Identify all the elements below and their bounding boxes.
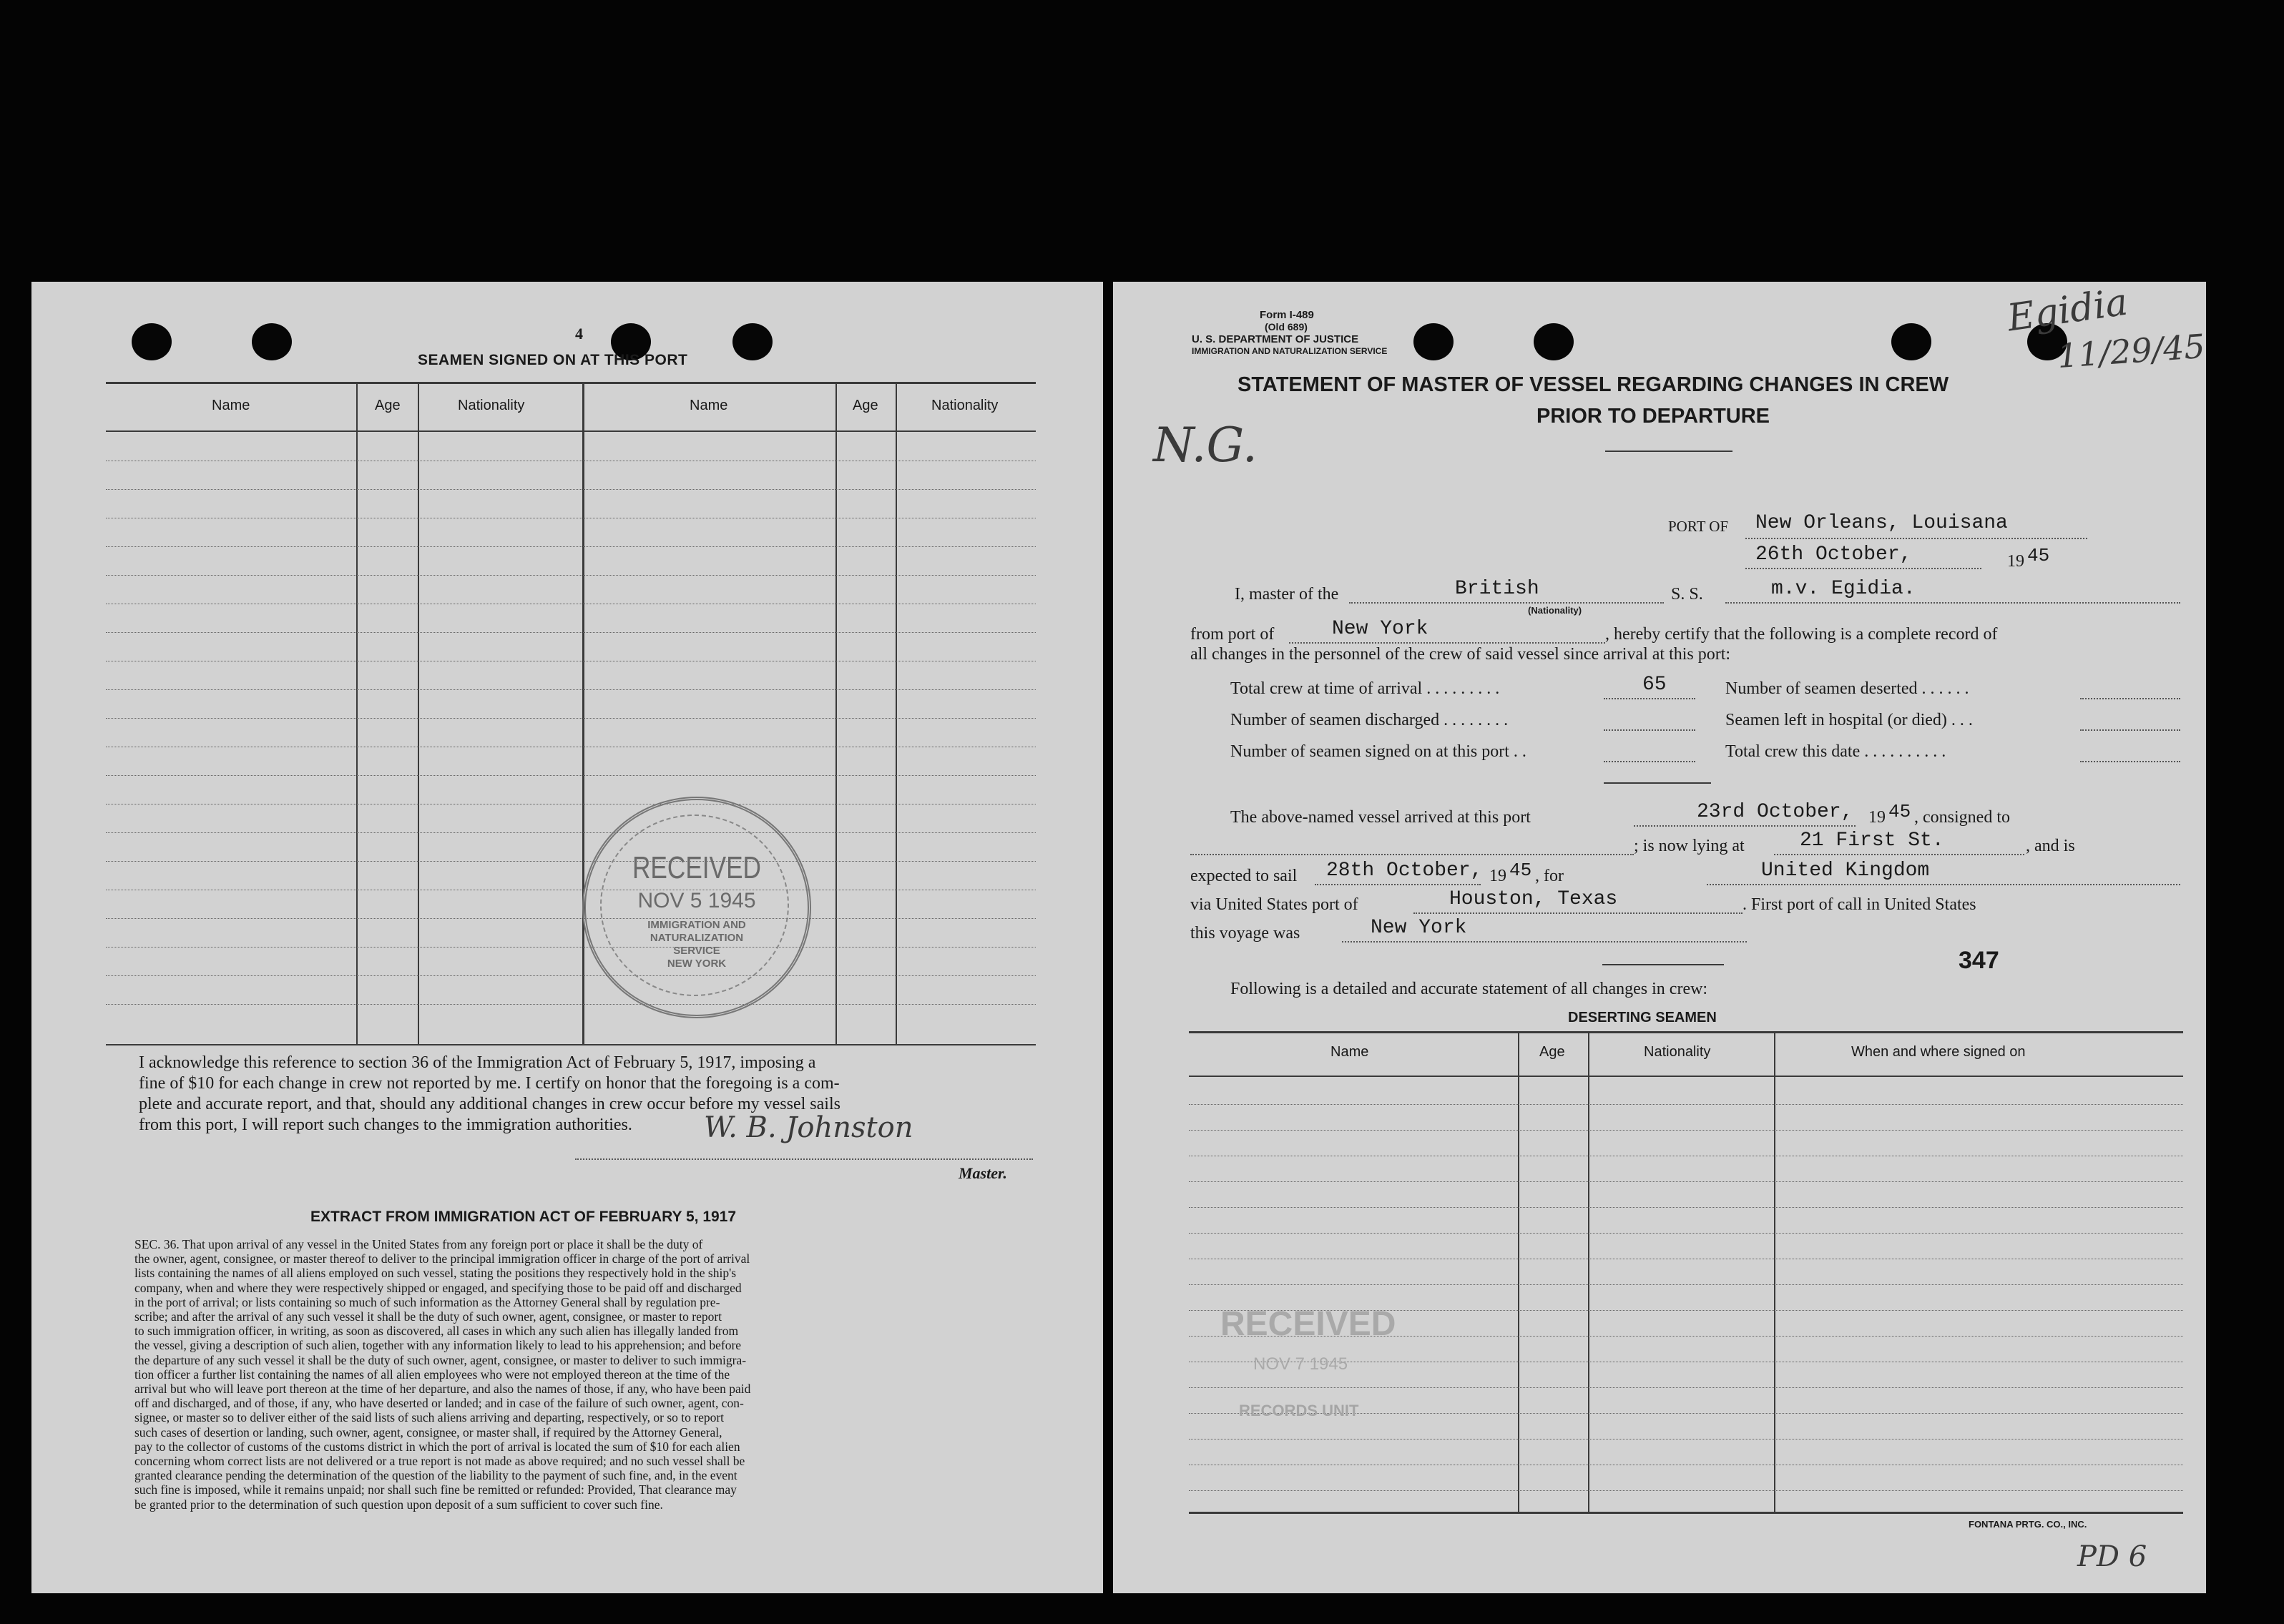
handwritten-initials: N.G. [1153, 418, 1258, 473]
vessel-name: m.v. Egidia. [1771, 578, 1916, 600]
lying-value: 21 First St. [1800, 830, 1944, 852]
extract-line: the departure of any such vessel it shall be the duty of such owner, agent, consignee, or master to deliver to such immigra- [134, 1352, 747, 1367]
column-divider [356, 382, 358, 1045]
nationality-line [1349, 602, 1664, 604]
signature-line [575, 1158, 1033, 1160]
arrived-year-prefix: 19 [1868, 808, 1886, 827]
arrived-text: The above-named vessel arrived at this port [1230, 808, 1531, 827]
column-header-age: Age [375, 398, 401, 413]
stamp-text: NATURALIZATION [650, 932, 744, 944]
table-header-border [1189, 1076, 2183, 1077]
extract-line: arrival but who will leave port thereon at the time of her departure, and also the names of those, if any, who have been paid [134, 1382, 751, 1397]
stamp-text: IMMIGRATION AND [647, 919, 746, 931]
field-line [1707, 884, 2180, 885]
sail-date-value: 28th October, [1326, 860, 1483, 882]
extract-line: such cases of desertion or landing, such owner, agent, consignee, or master shall, if required by the Attorney General, [134, 1424, 722, 1440]
table-row [106, 718, 1036, 719]
lying-text: ; is now lying at [1634, 837, 1745, 855]
arrived-year-value: 45 [1888, 801, 1911, 822]
column-header-nationality: Nationality [1644, 1044, 1711, 1060]
table-row [106, 947, 1036, 948]
title-divider [1605, 451, 1732, 452]
total-arrival-value: 65 [1642, 674, 1667, 696]
port-value: New Orleans, Louisana [1755, 512, 2008, 534]
extract-line: granted clearance pending the determination of the question of the liability to the payment of such fine, and, in the event [134, 1468, 737, 1483]
sail-year-value: 45 [1509, 860, 1532, 881]
department-name: U. S. DEPARTMENT OF JUSTICE [1192, 333, 1359, 345]
extract-line: to such immigration officer, in writing, as soon as discovered, all cases in which any such alien has illegally landed from [134, 1324, 739, 1339]
extract-line: concerning whom correct lists are not delivered or a true report is not made as above required; and no such vessel shall be [134, 1454, 745, 1469]
table-row [106, 546, 1036, 547]
certify-text: , hereby certify that the following is a complete record of [1605, 625, 1998, 644]
extract-line: be granted prior to the determination of such question upon deposit of a sum sufficient to cover such fine. [134, 1497, 663, 1512]
section-divider [1604, 782, 1711, 784]
column-header-name: Name [1330, 1044, 1369, 1060]
year-value: 45 [2027, 545, 2050, 566]
extract-title: EXTRACT FROM IMMIGRATION ACT OF FEBRUARY 5, 1917 [310, 1209, 737, 1225]
column-divider [418, 382, 419, 1045]
voyage-text: this voyage was [1190, 924, 1300, 943]
right-page [1113, 282, 2206, 1593]
vessel-line [1725, 602, 2180, 604]
punch-hole [252, 323, 292, 360]
extract-line: in the port of arrival; or lists containing so much of such information as the Attorney General shall by regulation pre- [134, 1294, 720, 1309]
master-label: Master. [959, 1164, 1007, 1182]
acknowledgement-line: from this port, I will report such changes to the immigration authorities. [139, 1116, 632, 1134]
faded-stamp-date: NOV 7 1945 [1253, 1354, 1348, 1374]
expected-text: expected to sail [1190, 867, 1298, 885]
extract-text [134, 1237, 750, 1512]
for-text: , for [1535, 867, 1564, 885]
column-header-age: Age [1539, 1044, 1565, 1060]
arrived-date-value: 23rd October, [1697, 801, 1853, 823]
total-date-label: Total crew this date . . . . . . . . . . [1725, 742, 1946, 761]
faded-stamp-unit: RECORDS UNIT [1239, 1402, 1359, 1419]
nationality-value: British [1455, 578, 1539, 600]
form-number: Form I-489 [1260, 309, 1314, 321]
column-header-nationality: Nationality [458, 398, 525, 413]
column-header-nationality: Nationality [931, 398, 999, 413]
table-row [106, 918, 1036, 919]
extract-line: the owner, agent, consignee, or master thereof to deliver to the principal immigration officer in charge of the port of arrival [134, 1251, 750, 1266]
hospital-label: Seamen left in hospital (or died) . . . [1725, 711, 1973, 729]
destination-value: United Kingdom [1761, 860, 1930, 882]
column-divider [582, 382, 584, 1045]
signed-on-label: Number of seamen signed on at this port . . [1230, 742, 1526, 761]
discharged-label: Number of seamen discharged . . . . . . . . [1230, 711, 1509, 729]
and-is-text: , and is [2026, 837, 2075, 855]
form-subtitle: PRIOR TO DEPARTURE [1536, 405, 1770, 428]
table-row [1189, 1387, 2183, 1388]
column-divider [896, 382, 897, 1045]
nationality-caption: (Nationality) [1528, 605, 1582, 616]
master-of-label: I, master of the [1235, 585, 1339, 604]
table-top-border [1189, 1031, 2183, 1033]
received-stamp [582, 797, 811, 1018]
date-line [1745, 568, 1981, 569]
field-line [1634, 825, 1856, 827]
section-divider [1602, 964, 1724, 965]
table-row [1189, 1284, 2183, 1285]
table-row [106, 689, 1036, 690]
table-row [1189, 1490, 2183, 1491]
table-row [1189, 1233, 2183, 1234]
punch-hole [1413, 323, 1454, 360]
extract-line: tion officer a further list containing the names of all alien employees who were not employed thereon at the time of the [134, 1367, 730, 1382]
voyage-value: New York [1371, 917, 1467, 939]
acknowledgement-line: I acknowledge this reference to section 36 of the Immigration Act of February 5, 1917, imposing a [139, 1053, 816, 1072]
sail-year-prefix: 19 [1489, 867, 1506, 885]
extract-line: lists containing the names of all aliens employed on such vessel, stating the positions they respectively hold in the ship's [134, 1266, 737, 1281]
extract-line: pay to the collector of customs of the customs district in which the port of arrival is located the sum of $10 for each alien [134, 1439, 740, 1454]
via-text: via United States port of [1190, 895, 1358, 914]
printer-imprint: FONTANA PRTG. CO., INC. [1969, 1519, 2087, 1530]
port-line [1745, 538, 2087, 539]
punch-hole [732, 323, 773, 360]
table-row [106, 632, 1036, 633]
column-header-name: Name [690, 398, 728, 413]
form-title: STATEMENT OF MASTER OF VESSEL REGARDING CHANGES IN CREW [1237, 373, 1949, 396]
form-old-number: (Old 689) [1265, 321, 1308, 333]
date-value: 26th October, [1755, 543, 1912, 566]
stamp-text: SERVICE [673, 945, 720, 957]
table-row [106, 832, 1036, 833]
from-port-line [1289, 642, 1605, 644]
table-row [1189, 1439, 2183, 1440]
handwritten-vessel-name: Egidia [2004, 280, 2131, 340]
handwritten-date: 11/29/45 [2056, 326, 2207, 376]
year-prefix: 19 [2007, 552, 2024, 571]
stamp-date: NOV 5 1945 [637, 889, 756, 912]
consigned-text: , consigned to [1914, 808, 2010, 827]
document-number: 347 [1959, 947, 1999, 974]
field-line [1342, 941, 1747, 943]
field-line [1315, 884, 1481, 885]
column-header-name: Name [212, 398, 250, 413]
extract-line: company, when and where they were respectively shipped or engaged, and specifying those to be paid off and discharged [134, 1280, 742, 1295]
acknowledgement-line: plete and accurate report, and that, should any additional changes in crew occur before my vessel sails [139, 1095, 840, 1113]
punch-hole [1534, 323, 1574, 360]
punch-hole [1891, 323, 1931, 360]
first-call-text: . First port of call in United States [1743, 895, 1976, 914]
table-row [106, 975, 1036, 976]
following-text: Following is a detailed and accurate statement of all changes in crew: [1230, 980, 1708, 998]
field-line [1190, 854, 1634, 855]
left-page [31, 282, 1103, 1593]
field-line [1604, 761, 1695, 762]
extract-line: scribe; and after the arrival of any such vessel it shall be the duty of such owner, agent, consignee, or master to report [134, 1309, 722, 1324]
column-header-age: Age [853, 398, 878, 413]
field-line [1604, 698, 1695, 699]
table-row [106, 775, 1036, 776]
field-line [2080, 698, 2180, 699]
corner-mark: PD 6 [2077, 1540, 2147, 1573]
from-port-label: from port of [1190, 625, 1275, 644]
ss-label: S. S. [1671, 585, 1703, 604]
extract-line: the vessel, giving a description of such alien, together with any information likely to lead to his apprehension; and before [134, 1338, 742, 1353]
table-row [1189, 1181, 2183, 1182]
stamp-text: NEW YORK [667, 958, 727, 970]
extract-line: off and discharged, and of those, if any, who have deserted or landed; and in case of the failure of such owner, agent, con- [134, 1396, 744, 1411]
stamp-received-label: RECEIVED [632, 850, 761, 885]
section-title: SEAMEN SIGNED ON AT THIS PORT [418, 352, 688, 368]
field-line [1604, 729, 1695, 731]
from-port-value: New York [1332, 618, 1428, 640]
master-signature: W. B. Johnston [704, 1111, 913, 1144]
table-row [1189, 1104, 2183, 1105]
table-row [106, 1004, 1036, 1005]
punch-hole [132, 323, 172, 360]
field-line [1774, 854, 2024, 855]
extract-line: signee, or master so to deliver either of the said lists of such aliens arriving and departing, respectively, or so to report [134, 1410, 725, 1425]
table-bottom-border [1189, 1512, 2183, 1514]
table-row [106, 861, 1036, 862]
column-header-signed-on: When and where signed on [1851, 1044, 2026, 1060]
table-row [1189, 1207, 2183, 1208]
extract-line: SEC. 36. That upon arrival of any vessel in the United States from any foreign port or place it shall be the duty of [134, 1237, 703, 1251]
field-line [2080, 729, 2180, 731]
acknowledgement-line: fine of $10 for each change in crew not reported by me. I certify on honor that the foregoing is a com- [139, 1074, 840, 1093]
field-line [2080, 761, 2180, 762]
column-divider [835, 382, 837, 1045]
table-row [106, 575, 1036, 576]
table-row [1189, 1130, 2183, 1131]
changes-text: all changes in the personnel of the crew of said vessel since arrival at this port: [1190, 645, 1731, 664]
table-row [106, 489, 1036, 490]
page-number: 4 [575, 325, 583, 343]
total-arrival-label: Total crew at time of arrival . . . . . . . . . [1230, 679, 1500, 698]
port-label: PORT OF [1668, 518, 1729, 535]
via-port-value: Houston, Texas [1449, 888, 1618, 910]
deserting-title: DESERTING SEAMEN [1568, 1010, 1717, 1025]
deserted-label: Number of seamen deserted . . . . . . [1725, 679, 1969, 698]
extract-line: such fine is imposed, while it remains unpaid; nor shall such fine be remitted or refunded: Provided, That clearance may [134, 1482, 737, 1497]
service-name: IMMIGRATION AND NATURALIZATION SERVICE [1192, 346, 1388, 356]
field-line [1413, 912, 1743, 914]
faded-stamp-title: RECEIVED [1220, 1305, 1396, 1343]
